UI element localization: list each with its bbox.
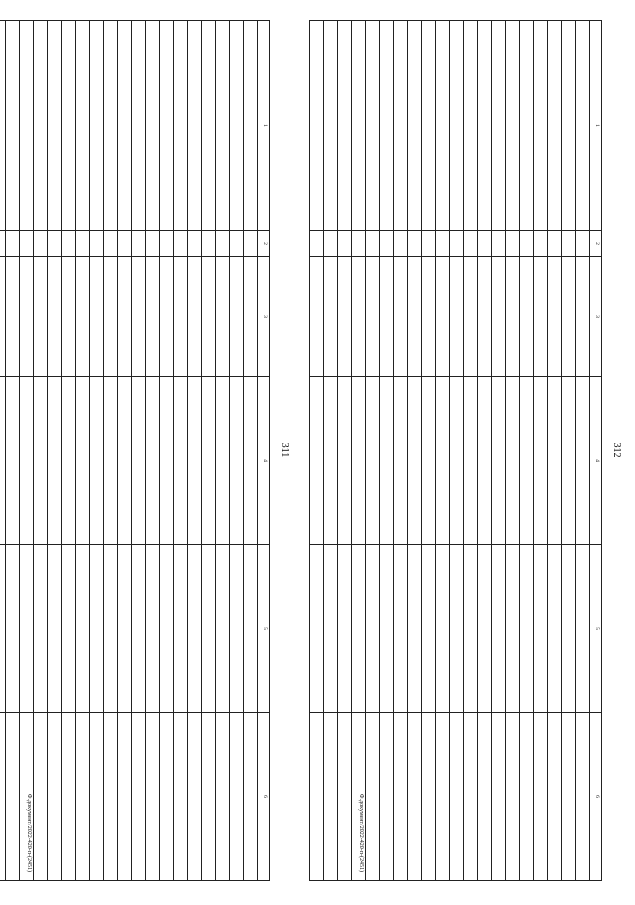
table-cell-kbk [520, 257, 534, 377]
table-cell-v6 [422, 713, 436, 881]
table-cell-name [132, 21, 146, 231]
table-cell-name [48, 21, 62, 231]
table-cell-v5 [216, 545, 230, 713]
table-cell-code [244, 231, 258, 257]
table-cell-v4 [132, 377, 146, 545]
table-cell-kbk [174, 257, 188, 377]
table-cell-v6 [548, 713, 562, 881]
table-cell-name [408, 21, 422, 231]
table-cell-name [104, 21, 118, 231]
table-row [492, 21, 506, 881]
table-cell-name [548, 21, 562, 231]
table-row [230, 21, 244, 881]
table-cell-name [62, 21, 76, 231]
column-header: 1 [258, 21, 270, 231]
table-cell-v4 [492, 377, 506, 545]
table-row [48, 21, 62, 881]
table-row [506, 21, 520, 881]
table-cell-v5 [478, 545, 492, 713]
table-cell-kbk [6, 257, 20, 377]
table-cell-name [478, 21, 492, 231]
table-cell-v4 [216, 377, 230, 545]
column-number-row [258, 21, 270, 881]
column-header: 3 [258, 257, 270, 377]
table-cell-name [174, 21, 188, 231]
table-row [62, 21, 76, 881]
table-cell-v4 [202, 377, 216, 545]
table-row [422, 21, 436, 881]
table-cell-name [492, 21, 506, 231]
table-cell-kbk [48, 257, 62, 377]
table-cell-v6 [436, 713, 450, 881]
table-cell-kbk [146, 257, 160, 377]
table-cell-code [492, 231, 506, 257]
table-cell-name [464, 21, 478, 231]
table-cell-v4 [20, 377, 34, 545]
table-cell-v4 [188, 377, 202, 545]
table-cell-kbk [76, 257, 90, 377]
table-cell-v5 [576, 545, 590, 713]
table-cell-code [6, 231, 20, 257]
table-cell-v4 [104, 377, 118, 545]
table-cell-v6 [520, 713, 534, 881]
table-cell-v5 [338, 545, 352, 713]
table-cell-name [230, 21, 244, 231]
left-sheet [26, 20, 296, 880]
table-cell-kbk [202, 257, 216, 377]
table-cell-v5 [492, 545, 506, 713]
table-cell-code [34, 231, 48, 257]
table-cell-code [534, 231, 548, 257]
table-cell-v6 [506, 713, 520, 881]
table-row [90, 21, 104, 881]
table-cell-v5 [450, 545, 464, 713]
table-cell-name [394, 21, 408, 231]
table-cell-v5 [118, 545, 132, 713]
table-cell-kbk [450, 257, 464, 377]
table-cell-kbk [188, 257, 202, 377]
table-row [202, 21, 216, 881]
table-row [534, 21, 548, 881]
table-cell-v5 [20, 545, 34, 713]
table-cell-v6 [366, 713, 380, 881]
column-header: 6 [590, 713, 602, 881]
table-cell-kbk [338, 257, 352, 377]
table-cell-code [230, 231, 244, 257]
table-cell-code [366, 231, 380, 257]
table-cell-kbk [436, 257, 450, 377]
table-cell-v4 [352, 377, 366, 545]
table-cell-kbk [90, 257, 104, 377]
table-cell-name [562, 21, 576, 231]
table-cell-code [188, 231, 202, 257]
table-cell-kbk [20, 257, 34, 377]
table-cell-kbk [118, 257, 132, 377]
table-cell-name [6, 21, 20, 231]
table-cell-v4 [310, 377, 324, 545]
table-cell-v6 [90, 713, 104, 881]
table-cell-kbk [132, 257, 146, 377]
table-cell-v4 [48, 377, 62, 545]
table-cell-kbk [310, 257, 324, 377]
table-cell-code [310, 231, 324, 257]
table-cell-name [76, 21, 90, 231]
table-cell-v5 [104, 545, 118, 713]
table-cell-name [324, 21, 338, 231]
table-cell-v5 [174, 545, 188, 713]
table-cell-code [0, 231, 6, 257]
table-cell-name [520, 21, 534, 231]
table-cell-kbk [34, 257, 48, 377]
table-row [324, 21, 338, 881]
document-footer: Ф.документ/2022-420-п-(2451) [358, 793, 364, 872]
table-row [366, 21, 380, 881]
table-cell-code [76, 231, 90, 257]
right-sheet [358, 20, 628, 880]
table-row [352, 21, 366, 881]
table-cell-name [34, 21, 48, 231]
table-cell-v4 [0, 377, 6, 545]
table-cell-v5 [324, 545, 338, 713]
table-cell-name [0, 21, 6, 231]
table-cell-name [244, 21, 258, 231]
table-row [146, 21, 160, 881]
table-cell-v4 [380, 377, 394, 545]
table-cell-v5 [534, 545, 548, 713]
table-cell-v5 [132, 545, 146, 713]
table-cell-v5 [408, 545, 422, 713]
table-cell-v6 [118, 713, 132, 881]
table-cell-name [216, 21, 230, 231]
table-cell-code [146, 231, 160, 257]
table-cell-v5 [90, 545, 104, 713]
table-cell-kbk [464, 257, 478, 377]
table-cell-v5 [394, 545, 408, 713]
table-cell-code [408, 231, 422, 257]
table-cell-kbk [548, 257, 562, 377]
table-cell-v6 [76, 713, 90, 881]
table-cell-v4 [450, 377, 464, 545]
table-cell-v5 [160, 545, 174, 713]
table-cell-code [464, 231, 478, 257]
table-body [0, 21, 258, 881]
table-cell-code [324, 231, 338, 257]
table-cell-v6 [104, 713, 118, 881]
table-cell-v6 [62, 713, 76, 881]
table-cell-name [380, 21, 394, 231]
table-cell-v5 [366, 545, 380, 713]
table-cell-v4 [506, 377, 520, 545]
table-cell-v6 [562, 713, 576, 881]
table-cell-v4 [520, 377, 534, 545]
table-cell-code [202, 231, 216, 257]
budget-table-312 [309, 20, 602, 881]
table-cell-name [576, 21, 590, 231]
table-cell-v4 [436, 377, 450, 545]
column-header: 1 [590, 21, 602, 231]
table-cell-name [160, 21, 174, 231]
table-cell-code [174, 231, 188, 257]
table-cell-v6 [6, 713, 20, 881]
table-row [160, 21, 174, 881]
table-cell-kbk [160, 257, 174, 377]
document-footer: Ф.документ/2022-420-п-(2451) [26, 793, 32, 872]
table-cell-v4 [478, 377, 492, 545]
table-cell-name [118, 21, 132, 231]
table-cell-code [104, 231, 118, 257]
table-cell-v6 [188, 713, 202, 881]
page-number: 311 [279, 442, 290, 458]
table-cell-v4 [422, 377, 436, 545]
table-cell-kbk [0, 257, 6, 377]
table-cell-name [338, 21, 352, 231]
table-cell-kbk [492, 257, 506, 377]
table-row [450, 21, 464, 881]
table-cell-v4 [34, 377, 48, 545]
table-cell-v6 [48, 713, 62, 881]
table-cell-v6 [576, 713, 590, 881]
table-row [216, 21, 230, 881]
table-cell-v6 [202, 713, 216, 881]
table-cell-code [436, 231, 450, 257]
table-cell-name [422, 21, 436, 231]
table-cell-code [562, 231, 576, 257]
column-header: 6 [258, 713, 270, 881]
table-cell-name [534, 21, 548, 231]
table-cell-code [450, 231, 464, 257]
table-row [478, 21, 492, 881]
table-cell-v6 [394, 713, 408, 881]
table-cell-v6 [132, 713, 146, 881]
table-cell-kbk [62, 257, 76, 377]
table-cell-v6 [380, 713, 394, 881]
table-cell-v4 [464, 377, 478, 545]
table-cell-kbk [408, 257, 422, 377]
page-number: 312 [611, 442, 622, 458]
table-cell-code [90, 231, 104, 257]
table-cell-kbk [380, 257, 394, 377]
table-cell-name [188, 21, 202, 231]
table-row [104, 21, 118, 881]
table-cell-v6 [230, 713, 244, 881]
table-row [576, 21, 590, 881]
table-row [464, 21, 478, 881]
table-cell-v4 [174, 377, 188, 545]
table-cell-v6 [0, 713, 6, 881]
table-cell-name [310, 21, 324, 231]
table-cell-v4 [146, 377, 160, 545]
sheet-311 [26, 20, 296, 880]
table-cell-v4 [230, 377, 244, 545]
table-row [132, 21, 146, 881]
table-cell-v5 [464, 545, 478, 713]
column-header: 5 [590, 545, 602, 713]
table-cell-v5 [62, 545, 76, 713]
table-cell-v5 [506, 545, 520, 713]
table-cell-v4 [90, 377, 104, 545]
table-cell-code [62, 231, 76, 257]
table-cell-v5 [244, 545, 258, 713]
table-cell-v6 [174, 713, 188, 881]
table-cell-v6 [216, 713, 230, 881]
table-cell-v4 [244, 377, 258, 545]
table-cell-v4 [408, 377, 422, 545]
table-cell-name [450, 21, 464, 231]
table-cell-kbk [534, 257, 548, 377]
table-row [118, 21, 132, 881]
column-header: 2 [590, 231, 602, 257]
table-cell-v5 [48, 545, 62, 713]
table-cell-name [146, 21, 160, 231]
table-cell-v5 [548, 545, 562, 713]
table-cell-code [576, 231, 590, 257]
table-cell-code [132, 231, 146, 257]
table-cell-v6 [478, 713, 492, 881]
table-cell-v4 [118, 377, 132, 545]
table-cell-code [520, 231, 534, 257]
sheet-312 [358, 20, 628, 880]
table-cell-kbk [324, 257, 338, 377]
table-cell-v6 [492, 713, 506, 881]
table-cell-v4 [6, 377, 20, 545]
table-row [380, 21, 394, 881]
table-row [394, 21, 408, 881]
table-cell-kbk [366, 257, 380, 377]
table-cell-v4 [534, 377, 548, 545]
table-cell-v5 [562, 545, 576, 713]
table-cell-name [20, 21, 34, 231]
table-row [520, 21, 534, 881]
table-row [436, 21, 450, 881]
table-cell-code [160, 231, 174, 257]
table-row [174, 21, 188, 881]
table-cell-name [506, 21, 520, 231]
table-cell-kbk [244, 257, 258, 377]
table-row [338, 21, 352, 881]
budget-table-311 [0, 20, 270, 881]
column-header: 2 [258, 231, 270, 257]
table-row [548, 21, 562, 881]
table-cell-code [216, 231, 230, 257]
table-row [6, 21, 20, 881]
table-row [188, 21, 202, 881]
table-cell-name [436, 21, 450, 231]
table-row [310, 21, 324, 881]
table-cell-kbk [576, 257, 590, 377]
table-cell-code [380, 231, 394, 257]
table-cell-v5 [188, 545, 202, 713]
table-cell-kbk [216, 257, 230, 377]
table-cell-v4 [76, 377, 90, 545]
table-row [562, 21, 576, 881]
table-cell-name [352, 21, 366, 231]
table-cell-v6 [310, 713, 324, 881]
table-cell-code [394, 231, 408, 257]
table-cell-code [548, 231, 562, 257]
table-cell-v5 [422, 545, 436, 713]
column-header: 4 [590, 377, 602, 545]
table-cell-v4 [324, 377, 338, 545]
table-cell-kbk [394, 257, 408, 377]
table-cell-v6 [160, 713, 174, 881]
table-cell-v6 [338, 713, 352, 881]
table-cell-code [422, 231, 436, 257]
table-cell-v4 [366, 377, 380, 545]
table-cell-v5 [0, 545, 6, 713]
table-row [0, 21, 6, 881]
table-cell-code [338, 231, 352, 257]
table-cell-kbk [562, 257, 576, 377]
table-cell-v4 [338, 377, 352, 545]
table-cell-v4 [576, 377, 590, 545]
table-cell-v4 [562, 377, 576, 545]
table-cell-v5 [380, 545, 394, 713]
column-header: 5 [258, 545, 270, 713]
column-header: 4 [258, 377, 270, 545]
table-cell-v6 [534, 713, 548, 881]
table-cell-code [478, 231, 492, 257]
table-cell-v4 [548, 377, 562, 545]
table-cell-v6 [464, 713, 478, 881]
table-cell-name [202, 21, 216, 231]
table-cell-kbk [230, 257, 244, 377]
table-cell-v5 [6, 545, 20, 713]
table-body [310, 21, 590, 881]
table-row [76, 21, 90, 881]
table-cell-code [20, 231, 34, 257]
table-cell-v6 [408, 713, 422, 881]
table-cell-code [118, 231, 132, 257]
table-cell-kbk [422, 257, 436, 377]
table-cell-v6 [450, 713, 464, 881]
table-row [408, 21, 422, 881]
table-cell-name [90, 21, 104, 231]
table-cell-code [48, 231, 62, 257]
table-cell-name [366, 21, 380, 231]
table-cell-v4 [62, 377, 76, 545]
column-number-row [590, 21, 602, 881]
table-cell-v4 [394, 377, 408, 545]
table-cell-v5 [76, 545, 90, 713]
table-cell-v6 [244, 713, 258, 881]
table-cell-v5 [146, 545, 160, 713]
table-cell-kbk [506, 257, 520, 377]
table-cell-v6 [146, 713, 160, 881]
table-cell-v5 [230, 545, 244, 713]
table-row [34, 21, 48, 881]
table-cell-v6 [324, 713, 338, 881]
table-cell-code [506, 231, 520, 257]
table-cell-v5 [202, 545, 216, 713]
table-cell-v6 [34, 713, 48, 881]
table-cell-code [352, 231, 366, 257]
table-cell-v4 [160, 377, 174, 545]
table-cell-v5 [310, 545, 324, 713]
table-cell-kbk [352, 257, 366, 377]
table-row [244, 21, 258, 881]
table-cell-v5 [352, 545, 366, 713]
table-cell-kbk [478, 257, 492, 377]
table-row [20, 21, 34, 881]
table-cell-v5 [34, 545, 48, 713]
column-header: 3 [590, 257, 602, 377]
table-cell-v5 [436, 545, 450, 713]
table-cell-v5 [520, 545, 534, 713]
table-cell-kbk [104, 257, 118, 377]
